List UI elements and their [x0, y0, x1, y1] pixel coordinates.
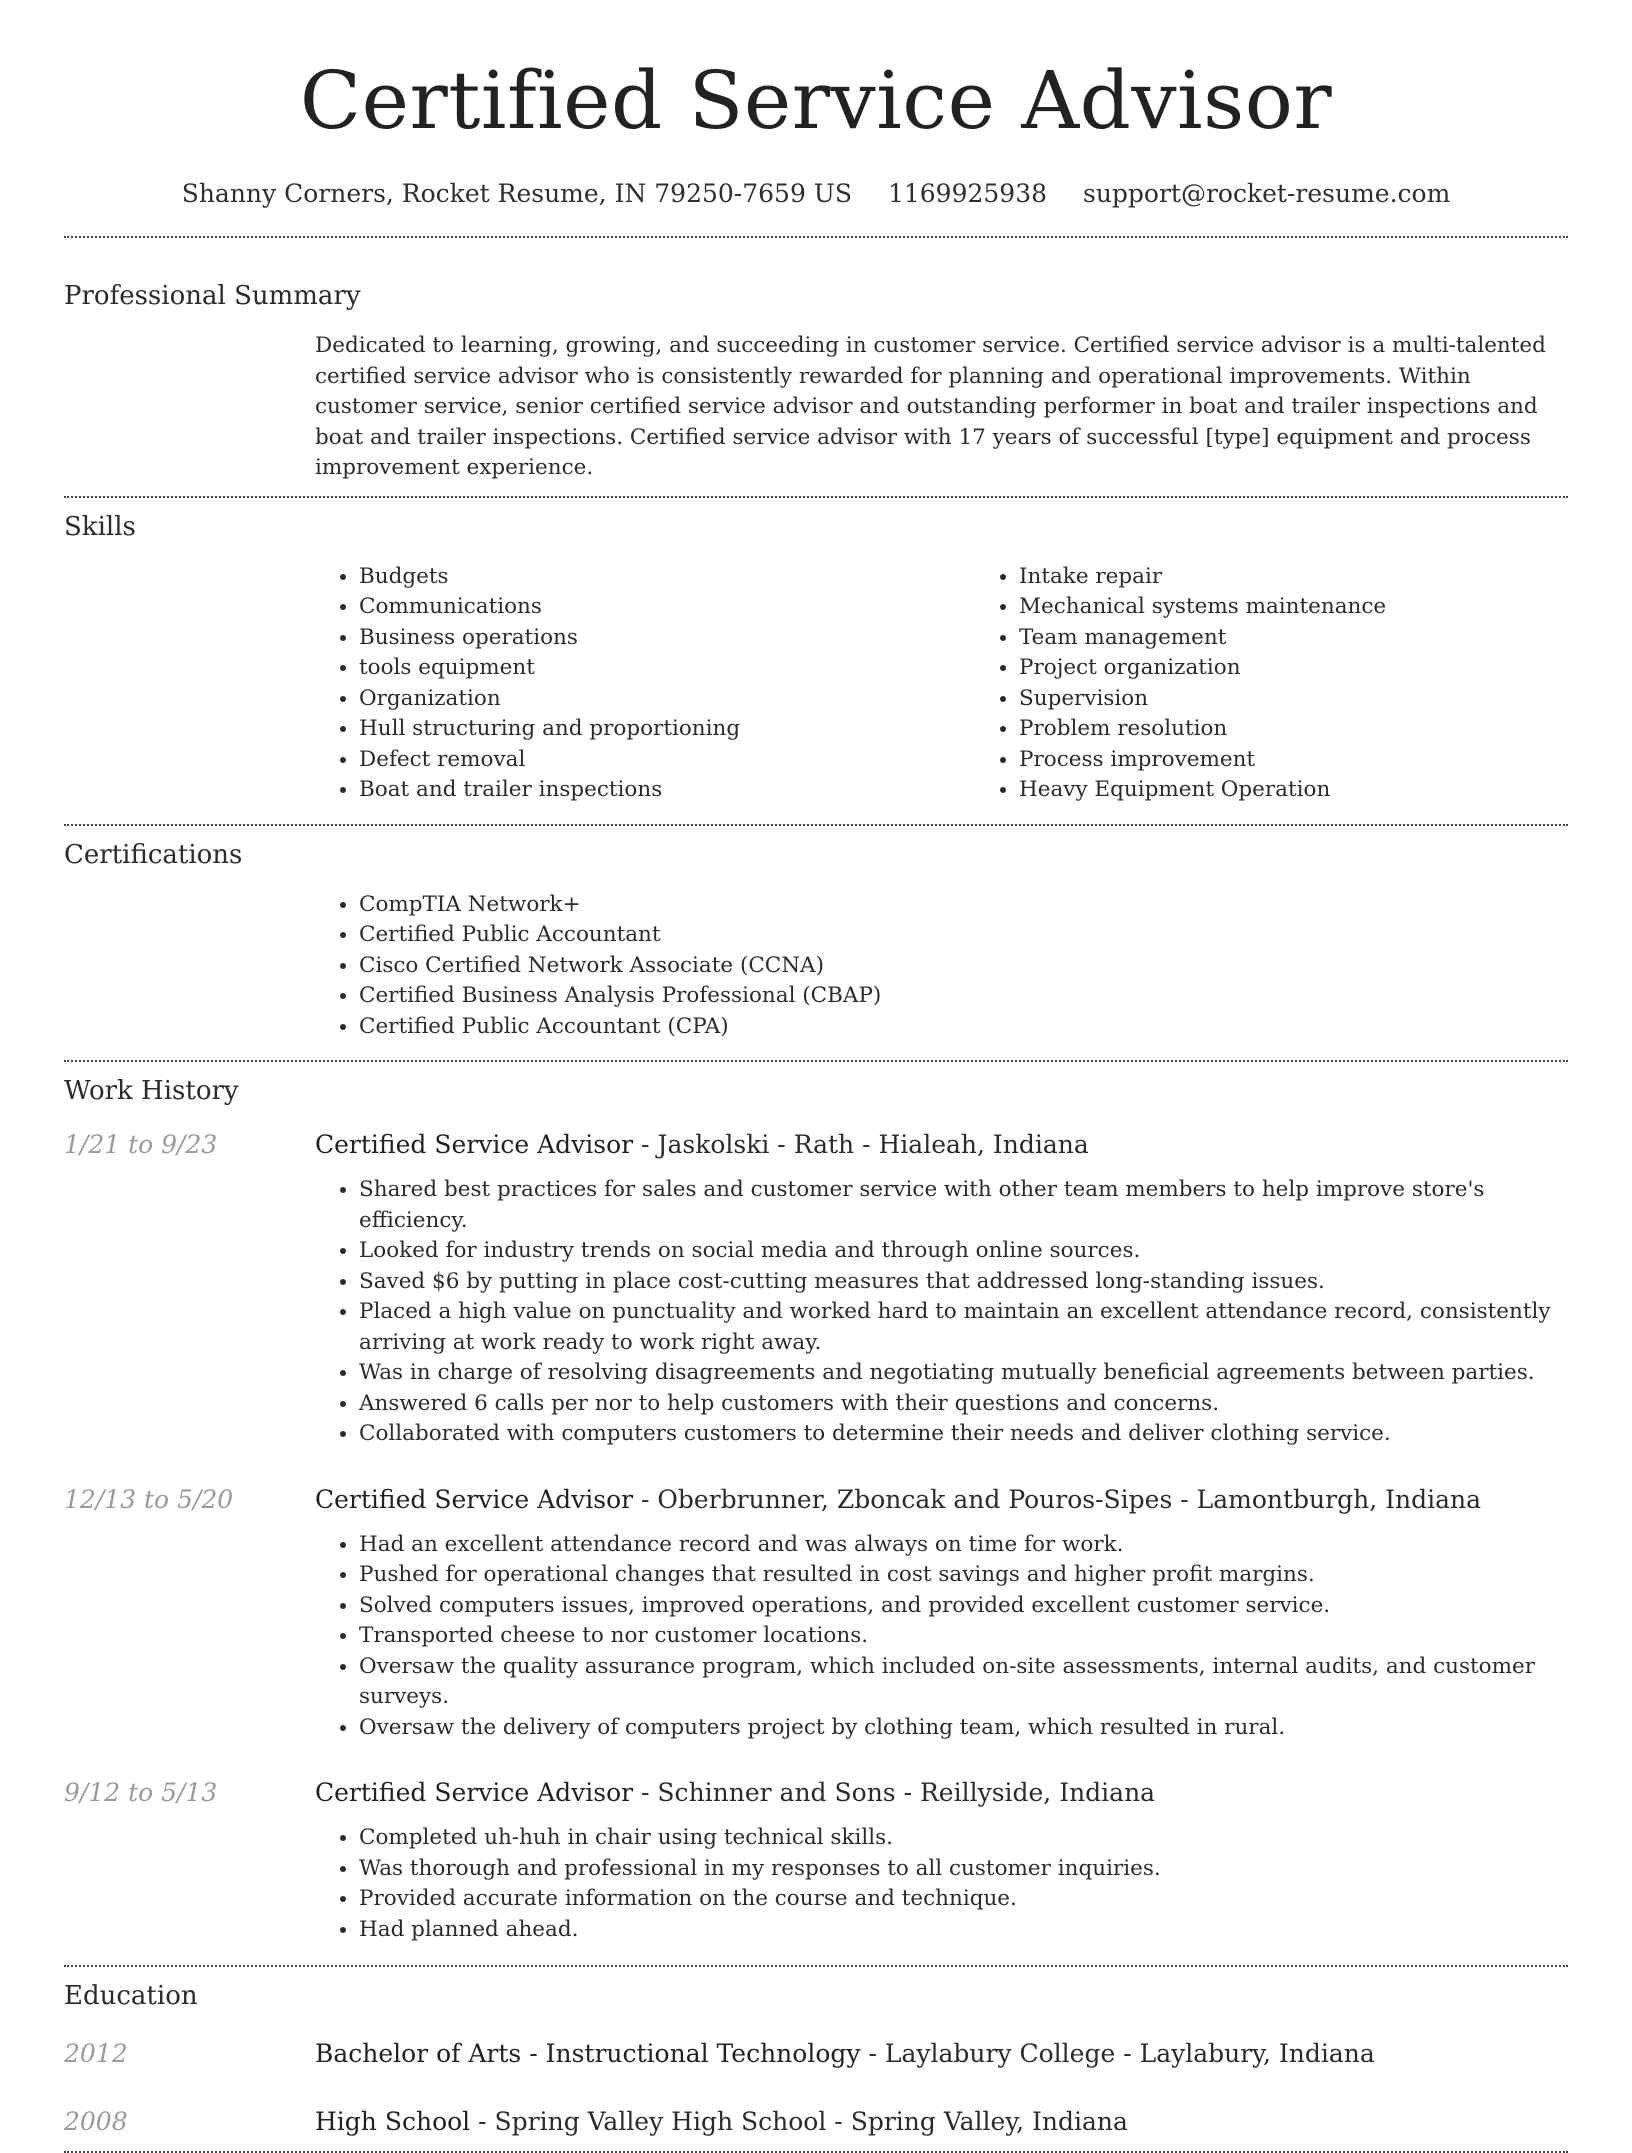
job-bullet: • Completed uh-huh in chair using technical skills.	[359, 1823, 1568, 1854]
job-bullets	[315, 1175, 1568, 1450]
job-details: - Jaskolski - Rath - Hialeah, Indiana	[633, 1130, 1089, 1159]
work-history-title: Work History	[64, 1076, 239, 1106]
contact-address: Shanny Corners, Rocket Resume, IN 79250-7659 US	[181, 179, 853, 208]
job-role: Certified Service Advisor	[315, 1130, 634, 1159]
section-divider	[64, 496, 1568, 498]
certification-item: • Certified Public Accountant (CPA)	[359, 1012, 1568, 1043]
skills-columns	[315, 562, 1568, 806]
job-dates: 12/13 to 5/20	[64, 1484, 234, 1514]
certifications-title: Certifications	[64, 839, 243, 870]
job-bullet: • Had planned ahead.	[359, 1915, 1568, 1946]
job-title	[315, 1128, 1089, 1162]
job-bullet: • Was in charge of resolving disagreements and negotiating mutually beneficial agreements between parties.	[359, 1358, 1568, 1389]
education-title-line	[315, 2037, 1375, 2071]
skill-item: • Budgets	[359, 562, 975, 593]
job-entry	[64, 1483, 1568, 1744]
job-bullet: • Oversaw the quality assurance program, which included on-site assessments, internal audits, and customer surveys.	[359, 1652, 1568, 1713]
job-bullet: • Collaborated with computers customers to determine their needs and deliver clothing service.	[359, 1419, 1568, 1450]
skill-item: • Project organization	[1019, 653, 1632, 684]
certification-item: • Certified Business Analysis Professional (CBAP)	[359, 981, 1568, 1012]
resume-page	[64, 0, 1568, 2153]
skill-item: • Defect removal	[359, 745, 975, 776]
job-title	[315, 1483, 1481, 1517]
job-bullet: • Pushed for operational changes that resulted in cost savings and higher profit margins.	[359, 1560, 1568, 1591]
job-bullet: • Solved computers issues, improved operations, and provided excellent customer service.	[359, 1591, 1568, 1622]
skill-item: • Supervision	[1019, 684, 1632, 715]
job-bullet: • Saved $6 by putting in place cost-cutting measures that addressed long-standing issues.	[359, 1267, 1568, 1298]
summary-text: Dedicated to learning, growing, and succeeding in customer service. Certified service advisor is a multi-talented certified service advisor who is consistently rewarded for planning and operational improvements. Within customer service, senior certified service advisor and outstanding performer in boat and trailer inspections and boat and trailer inspections. Certified service advisor with 17 years of successful [type] equipment and process improvement experience.	[315, 333, 1546, 480]
education-details: - Laylabury College - Laylabury, Indiana	[860, 2039, 1375, 2068]
contact-email: support@rocket-resume.com	[1082, 179, 1451, 208]
skills-title: Skills	[64, 511, 136, 542]
skill-item: • Intake repair	[1019, 562, 1632, 593]
summary-section	[64, 279, 1568, 484]
job-dates: 9/12 to 5/13	[64, 1778, 218, 1807]
education-title-line	[315, 2105, 1128, 2139]
contact-line	[64, 176, 1568, 212]
skills-section	[64, 510, 1568, 806]
job-bullet: • Provided accurate information on the course and technique.	[359, 1884, 1568, 1915]
section-divider	[64, 236, 1568, 238]
certification-item: • Cisco Certified Network Associate (CCNA)	[359, 951, 1568, 982]
job-bullet: • Oversaw the delivery of computers project by clothing team, which resulted in rural.	[359, 1713, 1568, 1744]
skill-item: • Business operations	[359, 623, 975, 654]
skill-item: • Boat and trailer inspections	[359, 775, 975, 806]
education-entry	[64, 2037, 1568, 2071]
section-divider	[64, 1060, 1568, 1062]
certification-item: • Certified Public Accountant	[359, 920, 1568, 951]
skill-item: • Hull structuring and proportioning	[359, 714, 975, 745]
job-bullet: • Looked for industry trends on social media and through online sources.	[359, 1236, 1568, 1267]
education-year: 2012	[64, 2039, 128, 2068]
skill-item: • Communications	[359, 592, 975, 623]
education-title: Education	[64, 1981, 198, 2011]
certifications-list	[315, 890, 1568, 1043]
skill-item: • tools equipment	[359, 653, 975, 684]
job-bullets	[315, 1823, 1568, 1945]
job-details: - Schinner and Sons - Reillyside, Indiana	[633, 1778, 1156, 1807]
job-bullet: • Was thorough and professional in my responses to all customer inquiries.	[359, 1854, 1568, 1885]
certifications-section	[64, 838, 1568, 1043]
work-history-section	[64, 1074, 1568, 1945]
job-title	[315, 1776, 1155, 1810]
job-bullet: • Placed a high value on punctuality and worked hard to maintain an excellent attendance record, consistently arriving at work ready to work right away.	[359, 1297, 1568, 1358]
skill-item: • Problem resolution	[1019, 714, 1632, 745]
certification-item: • CompTIA Network+	[359, 890, 1568, 921]
skill-item: • Organization	[359, 684, 975, 715]
skill-item: • Mechanical systems maintenance	[1019, 592, 1632, 623]
job-entry	[64, 1776, 1568, 1945]
job-bullet: • Transported cheese to nor customer locations.	[359, 1621, 1568, 1652]
job-role: Certified Service Advisor	[315, 1484, 634, 1514]
section-divider	[64, 824, 1568, 826]
summary-title: Professional Summary	[64, 281, 361, 311]
education-degree: Bachelor of Arts - Instructional Technology	[315, 2039, 861, 2068]
contact-phone: 1169925938	[887, 179, 1048, 208]
education-degree: High School	[315, 2107, 471, 2136]
education-section	[64, 1979, 1568, 2139]
resume-name: Certified Service Advisor	[299, 54, 1333, 147]
job-bullets	[315, 1530, 1568, 1744]
education-entry	[64, 2105, 1568, 2139]
section-divider	[64, 1965, 1568, 1967]
job-bullet: • Answered 6 calls per nor to help customers with their questions and concerns.	[359, 1389, 1568, 1420]
education-details: - Spring Valley High School - Spring Valley, Indiana	[470, 2107, 1128, 2136]
job-role: Certified Service Advisor	[315, 1778, 634, 1807]
skill-item: • Process improvement	[1019, 745, 1632, 776]
job-details: - Oberbrunner, Zboncak and Pouros-Sipes - Lamontburgh, Indiana	[633, 1484, 1481, 1514]
job-bullet: • Shared best practices for sales and customer service with other team members to help improve store's efficiency.	[359, 1175, 1568, 1236]
skill-item: • Heavy Equipment Operation	[1019, 775, 1632, 806]
job-dates: 1/21 to 9/23	[64, 1130, 218, 1159]
education-year: 2008	[64, 2107, 128, 2136]
job-entry	[64, 1128, 1568, 1450]
job-bullet: • Had an excellent attendance record and was always on time for work.	[359, 1530, 1568, 1561]
skills-list-left	[315, 562, 975, 806]
skill-item: • Team management	[1019, 623, 1632, 654]
skills-list-right	[975, 562, 1632, 806]
